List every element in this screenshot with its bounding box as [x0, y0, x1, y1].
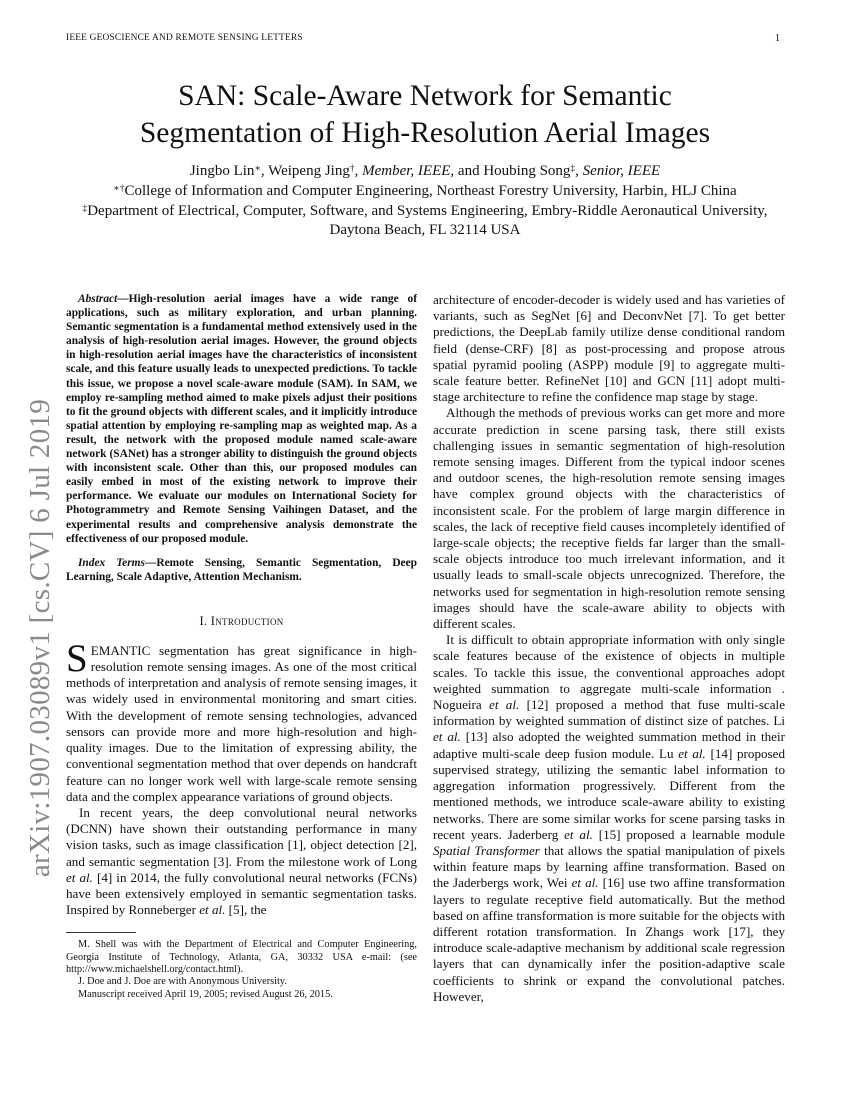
paragraph-text: [16] use two affine transformation layers to regulate receptive field automatically. But the method based on affine transformation is more suitable for the objects with different rotation transformation. In Zhangs work [17], they introduce scale-adaptive mechanism by additional scale regression layers that can dynamically infer the position-adaptive scale coefficients to shrink or expand the convolutional patches. However,	[433, 875, 786, 1004]
et-al: et al.	[564, 826, 593, 842]
left-column	[66, 292, 417, 1001]
author-separator: ,	[354, 163, 363, 179]
affiliation-1-mark: ∗†	[113, 184, 125, 194]
paragraph-text: In recent years, the deep convolutional neural networks (DCNN) have shown their outstanding performance in many vision tasks, such as image classification [1], object detection [2], and semantic segmentation [3]. From the milestone work of Long	[66, 804, 417, 869]
affiliation-1	[60, 181, 790, 201]
author-list	[60, 161, 790, 181]
paragraph-text: [15] proposed a learnable module	[592, 826, 785, 842]
page-number: 1	[775, 33, 780, 44]
author-1-mark: ∗	[254, 164, 261, 174]
paragraph-text: [5], the	[225, 902, 267, 918]
author-3: Houbing Song	[483, 163, 571, 179]
abstract-text: High-resolution aerial images have a wide range of applications, such as military exploration, and urban planning. Semantic segmentation is a fundamental method extensively used in the analysis of high-resolution aerial images. However, the ground objects in high-resolution aerial images have the characteristics of inconsistent scale, and this feature usually leads to unexpected predictions. To tackle this issue, we propose a novel scale-aware module (SAM). In SAM, we employ re-sampling method aimed to make pixels adjust their positions to fit the ground objects with different scales, and it implicitly introduce spatial attention by employing re-sampling map as weighted map. As a result, the network with the proposed module named scale-aware network (SANet) has a stronger ability to distinguish the ground objects with inconsistent scale. Other than this, our proposed modules can easily embed in most of the existing network to improve their performance. We evaluate our modules on International Society for Photogrammetry and Remote Sensing Vaihingen Dataset, and the experimental results and comprehensive analysis demonstrate the effectiveness of our proposed module.	[66, 293, 417, 545]
abstract-label: Abstract	[78, 293, 118, 305]
right-paragraph-1: architecture of encoder-decoder is widely used and has varieties of variants, such as SegNet [6] and DeconvNet [7]. To get better predictions, the DeepLab family utilize dense conditional random field (dense-CRF) [8] as post-processing and propose atrous spatial pyramid pooling (ASPP) module [9] to aggregate multi-scale feature better. RefineNet [10] and GCN [11] adopt multi-stage architecture to refine the confidence map stage by stage.	[433, 292, 785, 405]
affiliation-2-text: Department of Electrical, Computer, Software, and Systems Engineering, Embry-Riddle Aeronautical University,	[87, 203, 768, 219]
paragraph-text: [4] in 2014, the fully convolutional neural networks (FCNs) have been extensively employed in semantic segmentation tasks. Inspired by Ronneberger	[66, 869, 417, 918]
section-title: Introduction	[210, 613, 284, 628]
footnote-2: J. Doe and J. Doe are with Anonymous University.	[78, 976, 287, 988]
right-paragraph-3	[433, 632, 785, 1005]
title-line-2: Segmentation of High-Resolution Aerial Images	[139, 117, 711, 149]
footnote-rule	[66, 932, 136, 933]
title-line-1: SAN: Scale-Aware Network for Semantic	[178, 80, 672, 112]
paragraph-text: [14] proposed supervised strategy, utilizing the semantic label information to aggregation information progressively. Different from the mentioned methods, we introduce scale-aware ability to existing networks. There are some similar works for scene parsing tasks in recent years. Jaderberg	[433, 745, 786, 842]
right-column	[433, 292, 785, 1005]
affiliation-2	[60, 201, 790, 221]
author-separator: ,	[575, 163, 583, 179]
spatial-transformer-term: Spatial Transformer	[433, 842, 540, 858]
index-terms-dash: —	[144, 556, 157, 569]
running-header: IEEE GEOSCIENCE AND REMOTE SENSING LETTERS	[66, 33, 303, 43]
right-paragraph-2: Although the methods of previous works can get more and more accurate prediction in scene parsing task, there still exists challenging issues in semantic segmentation of high-resolution remote sensing images. Different from the typical indoor scenes and outdoor scenes, the high-resolution remote sensing images have complex ground objects with the characteristics of inconsistent scale. For the problem of large margin difference in scales, the lack of receptive field causes incompletely identified of large-scale objects; the receptive fields far larger than the small-scale objects introduce too much irrelevant information, and it usually leads to small-scale objects unrecognized. Therefore, the networks used for segmentation in high-resolution remote sensing images should have the scale-aware ability to objects with different scales.	[433, 405, 785, 632]
paragraph-text: [12] proposed a method that fuse multi-scale information by weighted summation of distinct size of patches. Li	[433, 697, 786, 729]
index-terms	[66, 556, 417, 584]
index-terms-text: Remote Sensing, Semantic Segmentation, Deep Learning, Scale Adaptive, Attention Mechanism.	[66, 556, 417, 583]
section-numeral: I.	[199, 613, 211, 628]
intro-paragraph-1	[66, 636, 417, 805]
abstract-dash: —	[117, 293, 129, 305]
author-3-role: Senior, IEEE	[582, 163, 661, 179]
et-al: et al.	[66, 869, 93, 885]
et-al: et al.	[199, 902, 226, 918]
intro-paragraph-1-text: EMANTIC segmentation has great significance in high-resolution remote sensing images. As one of the most critical methods of interpretation and analysis of remote sensing images, it was widely used in environmental monitoring and smart cities. With the development of remote sensing technologies, advanced sensors can provide more and more high-resolution and high-quality images. Due to the limitation of expressing ability, the conventional segmentation method that over depends on handcraft feature can no longer work well with large-scale remote sensing data and the complex appearance variations of ground objects.	[66, 642, 417, 804]
author-separator: ,	[260, 163, 269, 179]
et-al: et al.	[571, 875, 599, 891]
section-heading-introduction	[66, 614, 417, 629]
paper-title	[60, 78, 790, 152]
paragraph-text: [13] also adopted the weighted summation method in their adaptive multi-scale deep fusion module. Lu	[433, 729, 785, 761]
paragraph-text: that allows the spatial manipulation of pixels within feature maps by learning affine transformation. Based on the Jaderbergs work, Wei	[433, 842, 785, 891]
intro-paragraph-2	[66, 805, 417, 918]
paragraph-text: It is difficult to obtain appropriate information with only single scale features because of the existence of objects in multiple scales. To tackle this issue, the conventional approaches adopt weighted summation to aggregate multi-scale information . Nogueira	[433, 632, 785, 713]
affiliation-1-text: College of Information and Computer Engineering, Northeast Forestry University, Harbin, HLJ China	[124, 183, 737, 199]
author-2: Weipeng Jing	[268, 163, 350, 179]
footnote-3: Manuscript received April 19, 2005; revised August 26, 2015.	[78, 988, 333, 1000]
author-2-mark: †	[349, 164, 355, 174]
author-separator: , and	[450, 163, 484, 179]
et-al: et al.	[678, 745, 706, 761]
author-3-mark: ‡	[570, 164, 576, 174]
affiliation-2-mark: ‡	[82, 204, 88, 214]
index-terms-label: Index Terms	[78, 556, 145, 569]
abstract	[66, 292, 417, 546]
et-al: et al.	[489, 697, 520, 713]
et-al: et al.	[433, 729, 461, 745]
footnote-1: M. Shell was with the Department of Electrical and Computer Engineering, Georgia Institute of Technology, Atlanta, GA, 30332 USA e-mail: (see http://www.michaelshell.org/contact.html).	[66, 939, 417, 975]
affiliation-2-address: Daytona Beach, FL 32114 USA	[329, 222, 521, 238]
arxiv-watermark: arXiv:1907.03089v1 [cs.CV] 6 Jul 2019	[24, 398, 56, 878]
author-2-role: Member, IEEE	[362, 163, 451, 179]
drop-cap: S	[66, 636, 88, 680]
author-1: Jingbo Lin	[189, 163, 255, 179]
